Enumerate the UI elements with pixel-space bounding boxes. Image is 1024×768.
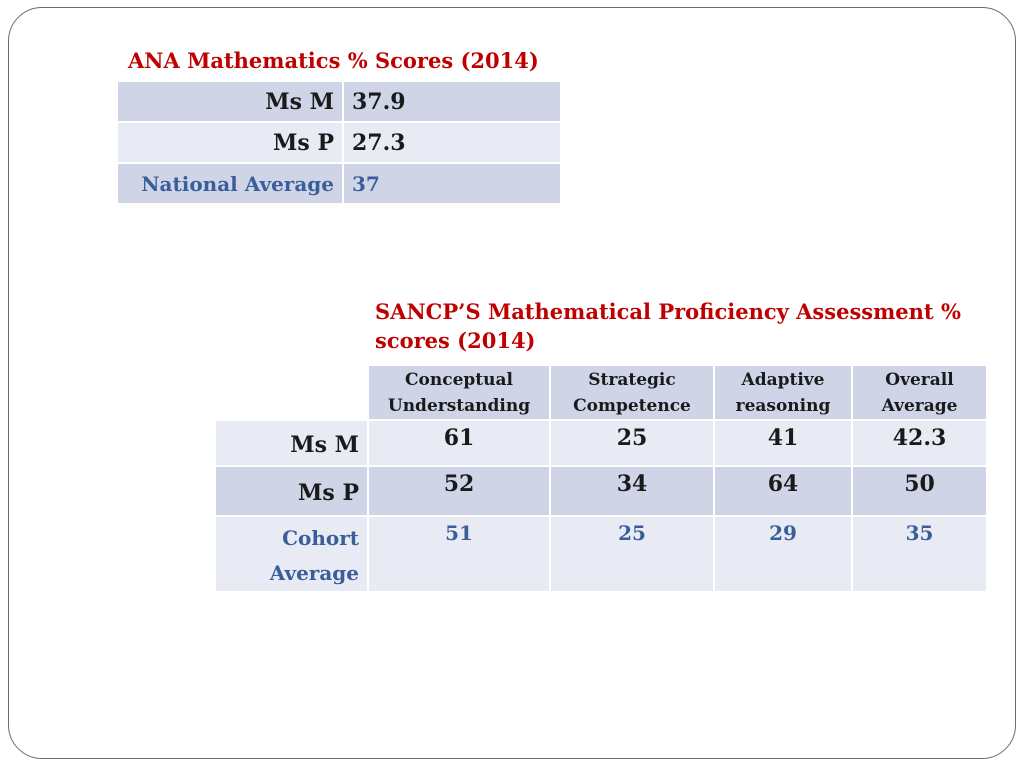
table-row <box>215 466 987 516</box>
header-line: reasoning <box>735 396 831 416</box>
header-line: Average <box>881 396 958 416</box>
ana-table-title: ANA Mathematics % Scores (2014) <box>128 48 539 73</box>
sancp-scores-table <box>214 364 988 593</box>
row-label-line: Cohort <box>282 526 359 550</box>
score-value: 64 <box>714 466 852 516</box>
score-value: 35 <box>852 516 987 592</box>
table-row <box>215 516 987 592</box>
score-value: 37.9 <box>343 81 561 122</box>
score-value: 51 <box>368 516 550 592</box>
table-row <box>117 122 561 163</box>
sancp-table-title: SANCP’S Mathematical Proficiency Assessment % scores (2014) <box>375 299 961 353</box>
header-line: Overall <box>885 370 954 390</box>
header-line: Adaptive <box>741 370 825 390</box>
table-row <box>117 81 561 122</box>
score-value: 25 <box>550 420 714 466</box>
table-row <box>117 163 561 204</box>
row-label: Ms P <box>117 122 343 163</box>
score-value: 29 <box>714 516 852 592</box>
header-line: Competence <box>573 396 691 416</box>
empty-header-cell <box>215 365 368 420</box>
score-value: 52 <box>368 466 550 516</box>
score-value: 50 <box>852 466 987 516</box>
header-row <box>215 365 987 420</box>
table-row <box>215 420 987 466</box>
row-label: Ms M <box>215 420 368 466</box>
header-line: Understanding <box>387 396 531 416</box>
row-label-line: Average <box>269 561 359 585</box>
column-header <box>852 365 987 420</box>
row-label: Ms M <box>117 81 343 122</box>
column-header <box>550 365 714 420</box>
header-line: Strategic <box>588 370 676 390</box>
row-label <box>215 516 368 592</box>
score-value: 37 <box>343 163 561 204</box>
score-value: 27.3 <box>343 122 561 163</box>
ana-scores-table <box>116 80 562 205</box>
score-value: 41 <box>714 420 852 466</box>
header-line: Conceptual <box>405 370 513 390</box>
row-label: Ms P <box>215 466 368 516</box>
score-value: 34 <box>550 466 714 516</box>
score-value: 42.3 <box>852 420 987 466</box>
column-header <box>714 365 852 420</box>
row-label: National Average <box>117 163 343 204</box>
score-value: 61 <box>368 420 550 466</box>
score-value: 25 <box>550 516 714 592</box>
column-header <box>368 365 550 420</box>
